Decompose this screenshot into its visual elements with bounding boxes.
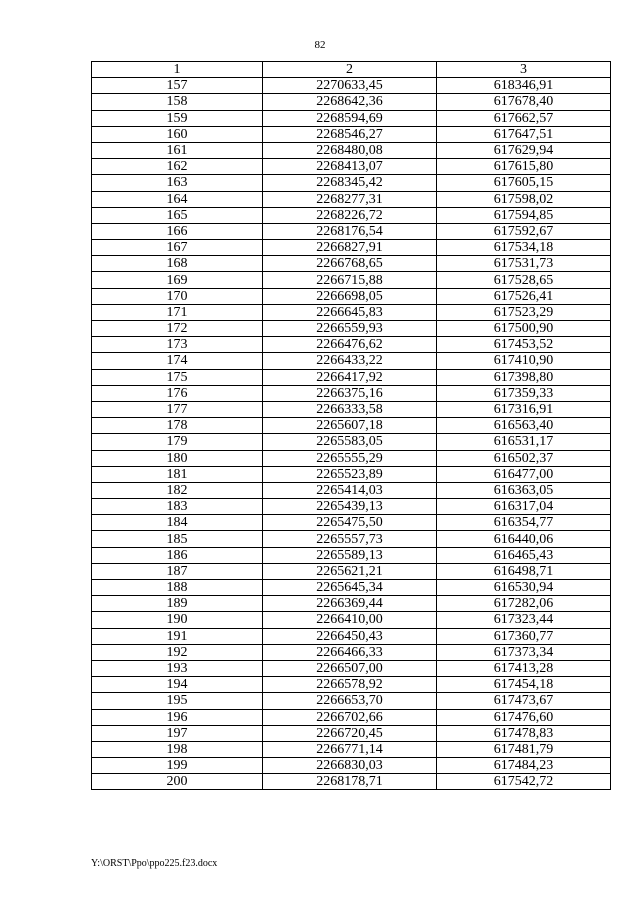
point-number-cell: 159 [92,110,263,126]
column-header: 1 [92,62,263,78]
x-coordinate-cell: 2266559,93 [263,321,437,337]
table-row [92,304,611,320]
table-row [92,240,611,256]
y-coordinate-cell: 617478,83 [437,725,611,741]
x-coordinate-cell: 2265645,34 [263,580,437,596]
point-number-cell: 183 [92,499,263,515]
point-number-cell: 174 [92,353,263,369]
table-row [92,466,611,482]
x-coordinate-cell: 2265475,50 [263,515,437,531]
point-number-cell: 186 [92,547,263,563]
table-row [92,531,611,547]
y-coordinate-cell: 617647,51 [437,126,611,142]
y-coordinate-cell: 617484,23 [437,758,611,774]
x-coordinate-cell: 2265414,03 [263,482,437,498]
point-number-cell: 182 [92,482,263,498]
x-coordinate-cell: 2265621,21 [263,563,437,579]
table-row [92,321,611,337]
x-coordinate-cell: 2266333,58 [263,401,437,417]
x-coordinate-cell: 2266466,33 [263,644,437,660]
point-number-cell: 180 [92,450,263,466]
table-row [92,660,611,676]
x-coordinate-cell: 2265555,29 [263,450,437,466]
table-row [92,628,611,644]
table-row [92,126,611,142]
point-number-cell: 176 [92,385,263,401]
y-coordinate-cell: 617410,90 [437,353,611,369]
y-coordinate-cell: 617629,94 [437,142,611,158]
point-number-cell: 190 [92,612,263,628]
y-coordinate-cell: 617323,44 [437,612,611,628]
point-number-cell: 198 [92,741,263,757]
point-number-cell: 169 [92,272,263,288]
point-number-cell: 175 [92,369,263,385]
table-row [92,401,611,417]
y-coordinate-cell: 617360,77 [437,628,611,644]
y-coordinate-cell: 617316,91 [437,401,611,417]
table-row [92,774,611,790]
table-row [92,725,611,741]
x-coordinate-cell: 2266450,43 [263,628,437,644]
table-row [92,94,611,110]
point-number-cell: 195 [92,693,263,709]
x-coordinate-cell: 2265607,18 [263,418,437,434]
x-coordinate-cell: 2266702,66 [263,709,437,725]
y-coordinate-cell: 617534,18 [437,240,611,256]
point-number-cell: 184 [92,515,263,531]
point-number-cell: 168 [92,256,263,272]
point-number-cell: 161 [92,142,263,158]
table-row [92,418,611,434]
y-coordinate-cell: 617528,65 [437,272,611,288]
x-coordinate-cell: 2268642,36 [263,94,437,110]
point-number-cell: 158 [92,94,263,110]
point-number-cell: 170 [92,288,263,304]
y-coordinate-cell: 617481,79 [437,741,611,757]
point-number-cell: 157 [92,78,263,94]
point-number-cell: 164 [92,191,263,207]
x-coordinate-cell: 2266645,83 [263,304,437,320]
point-number-cell: 165 [92,207,263,223]
point-number-cell: 197 [92,725,263,741]
point-number-cell: 199 [92,758,263,774]
point-number-cell: 193 [92,660,263,676]
table-row [92,142,611,158]
y-coordinate-cell: 616465,43 [437,547,611,563]
x-coordinate-cell: 2268480,08 [263,142,437,158]
point-number-cell: 163 [92,175,263,191]
point-number-cell: 160 [92,126,263,142]
point-number-cell: 162 [92,159,263,175]
y-coordinate-cell: 618346,91 [437,78,611,94]
table-row [92,385,611,401]
table-row [92,110,611,126]
y-coordinate-cell: 617542,72 [437,774,611,790]
table-row [92,612,611,628]
x-coordinate-cell: 2266715,88 [263,272,437,288]
y-coordinate-cell: 617531,73 [437,256,611,272]
y-coordinate-cell: 617500,90 [437,321,611,337]
point-number-cell: 191 [92,628,263,644]
table-row [92,499,611,515]
point-number-cell: 181 [92,466,263,482]
coordinates-table [91,61,611,790]
y-coordinate-cell: 617662,57 [437,110,611,126]
x-coordinate-cell: 2265523,89 [263,466,437,482]
x-coordinate-cell: 2266768,65 [263,256,437,272]
point-number-cell: 179 [92,434,263,450]
x-coordinate-cell: 2268546,27 [263,126,437,142]
table-row [92,580,611,596]
y-coordinate-cell: 617413,28 [437,660,611,676]
x-coordinate-cell: 2268226,72 [263,207,437,223]
y-coordinate-cell: 617678,40 [437,94,611,110]
point-number-cell: 167 [92,240,263,256]
table-row [92,207,611,223]
table-row [92,563,611,579]
y-coordinate-cell: 617282,06 [437,596,611,612]
y-coordinate-cell: 617523,29 [437,304,611,320]
x-coordinate-cell: 2268178,71 [263,774,437,790]
point-number-cell: 192 [92,644,263,660]
x-coordinate-cell: 2268594,69 [263,110,437,126]
table-row [92,709,611,725]
table-row [92,223,611,239]
y-coordinate-cell: 617473,67 [437,693,611,709]
y-coordinate-cell: 617373,34 [437,644,611,660]
y-coordinate-cell: 616530,94 [437,580,611,596]
y-coordinate-cell: 616498,71 [437,563,611,579]
column-header: 2 [263,62,437,78]
table-row [92,337,611,353]
x-coordinate-cell: 2266507,00 [263,660,437,676]
y-coordinate-cell: 616531,17 [437,434,611,450]
x-coordinate-cell: 2266375,16 [263,385,437,401]
x-coordinate-cell: 2266653,70 [263,693,437,709]
point-number-cell: 187 [92,563,263,579]
y-coordinate-cell: 616317,04 [437,499,611,515]
x-coordinate-cell: 2266720,45 [263,725,437,741]
column-header: 3 [437,62,611,78]
point-number-cell: 166 [92,223,263,239]
point-number-cell: 188 [92,580,263,596]
table-row [92,758,611,774]
y-coordinate-cell: 617453,52 [437,337,611,353]
x-coordinate-cell: 2266369,44 [263,596,437,612]
point-number-cell: 173 [92,337,263,353]
table-row [92,677,611,693]
point-number-cell: 171 [92,304,263,320]
table-row [92,78,611,94]
y-coordinate-cell: 617526,41 [437,288,611,304]
x-coordinate-cell: 2265583,05 [263,434,437,450]
x-coordinate-cell: 2266433,22 [263,353,437,369]
footer-file-path: Y:\ORST\Ppo\ppo225.f23.docx [91,858,218,869]
x-coordinate-cell: 2266698,05 [263,288,437,304]
point-number-cell: 189 [92,596,263,612]
y-coordinate-cell: 616502,37 [437,450,611,466]
table-row [92,482,611,498]
table-row [92,596,611,612]
y-coordinate-cell: 617398,80 [437,369,611,385]
y-coordinate-cell: 617359,33 [437,385,611,401]
x-coordinate-cell: 2265439,13 [263,499,437,515]
x-coordinate-cell: 2266827,91 [263,240,437,256]
y-coordinate-cell: 616354,77 [437,515,611,531]
x-coordinate-cell: 2268345,42 [263,175,437,191]
y-coordinate-cell: 617594,85 [437,207,611,223]
point-number-cell: 194 [92,677,263,693]
x-coordinate-cell: 2266830,03 [263,758,437,774]
table-row [92,175,611,191]
y-coordinate-cell: 616363,05 [437,482,611,498]
x-coordinate-cell: 2268176,54 [263,223,437,239]
y-coordinate-cell: 616477,00 [437,466,611,482]
point-number-cell: 172 [92,321,263,337]
x-coordinate-cell: 2266410,00 [263,612,437,628]
y-coordinate-cell: 616563,40 [437,418,611,434]
x-coordinate-cell: 2268277,31 [263,191,437,207]
table-row [92,515,611,531]
table-row [92,256,611,272]
point-number-cell: 178 [92,418,263,434]
table-row [92,191,611,207]
table-row [92,353,611,369]
x-coordinate-cell: 2268413,07 [263,159,437,175]
table-row [92,434,611,450]
table-header-row [92,62,611,78]
table-row [92,450,611,466]
y-coordinate-cell: 617598,02 [437,191,611,207]
y-coordinate-cell: 616440,06 [437,531,611,547]
table-row [92,741,611,757]
table-row [92,644,611,660]
point-number-cell: 200 [92,774,263,790]
x-coordinate-cell: 2266578,92 [263,677,437,693]
y-coordinate-cell: 617476,60 [437,709,611,725]
x-coordinate-cell: 2266417,92 [263,369,437,385]
table-row [92,547,611,563]
y-coordinate-cell: 617592,67 [437,223,611,239]
x-coordinate-cell: 2266771,14 [263,741,437,757]
table-row [92,272,611,288]
x-coordinate-cell: 2265589,13 [263,547,437,563]
table-row [92,369,611,385]
table-row [92,159,611,175]
y-coordinate-cell: 617615,80 [437,159,611,175]
x-coordinate-cell: 2266476,62 [263,337,437,353]
x-coordinate-cell: 2270633,45 [263,78,437,94]
point-number-cell: 177 [92,401,263,417]
page-number: 82 [314,39,326,51]
x-coordinate-cell: 2265557,73 [263,531,437,547]
y-coordinate-cell: 617454,18 [437,677,611,693]
table-row [92,693,611,709]
y-coordinate-cell: 617605,15 [437,175,611,191]
point-number-cell: 185 [92,531,263,547]
point-number-cell: 196 [92,709,263,725]
table-row [92,288,611,304]
